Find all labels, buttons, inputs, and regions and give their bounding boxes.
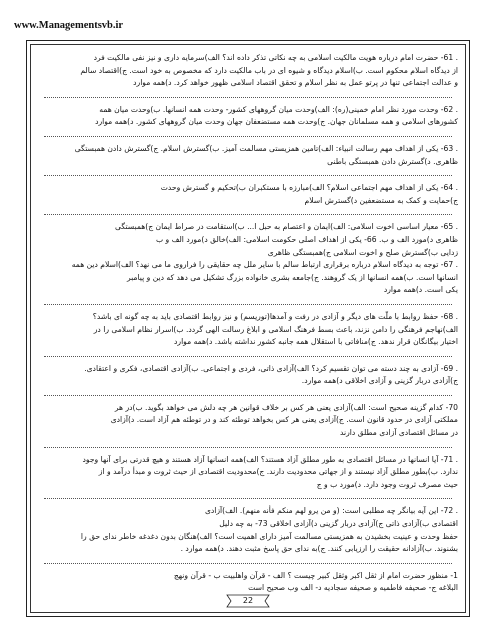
question-item (38, 104, 458, 129)
question-line: زدایی ب)گسترش صلح و اخوت اسلامی ج)همبستگی ظاهری (267, 247, 458, 257)
question-item (38, 143, 458, 168)
question-line: الف)نهاجم فرهنگی را دامن نزند، باعث بسط فرهنگ اسلامی و ابلاغ رسالت الهی گردد. ب)اسرار نظام اسلامی را در (93, 324, 458, 334)
question-line: ج)حمایت و کمک به مستضعفین د)گسترش اسلام (304, 195, 458, 205)
question-line: . 63- یکی از اهداف مهم رسالت انبیاء: الف)تامین همزیستی مسالمت آمیز. ب)گسترش اسلام. ج)گسترش دادن همبستگی (74, 143, 458, 153)
question-line: بشنوند. ب)آزادانه حقیقت را ارزیابی کنند. ج)به ندای حق پاسخ مثبت دهند. د)همه موارد . (180, 544, 458, 554)
question-line: مملکتی آزادی در حدود قانون است. ج)آزادی یعنی هر کس بخواهد توطئه کند و در توطئه هم آزاد است. د)آزادی (110, 415, 458, 425)
dotted-separator (44, 447, 452, 448)
dotted-separator (44, 97, 452, 98)
question-line: ندارد. ب)بطور مطلق آزاد نیستند و از جهاتی محدودیت دارند. ج)محدودیت اقتصادی از حیث ثروت و مبدأ درآمد و از (98, 467, 458, 477)
dotted-separator (44, 563, 452, 564)
question-item (38, 402, 458, 440)
dotted-separator (44, 395, 452, 396)
question-item (38, 52, 458, 90)
question-line: البلاغه ج- صحیفه فاطمیه و صحیفه سجادیه د- الف وب صحیح است (248, 583, 458, 593)
question-line: در مسائل اقتصادی آزادی مطلق دارند (339, 428, 458, 438)
question-line: . 71- آیا انسانها در مسائل اقتصادی به طور مطلق آزاد هستند؟ الف)همه انسانها آزاد هستند و هیچ قدرتی برای آنها وجود (82, 454, 458, 464)
page-number: 22 (242, 596, 254, 605)
question-item (38, 221, 458, 297)
question-line: ظاهری د)مورد الف و ب. 66- یکی از اهداف اصلی حکومت اسلامی: الف)خالق د)مورد الف و ب (155, 234, 458, 244)
dotted-separator (44, 136, 452, 137)
question-line: . 61- حضرت امام درباره هویت مالکیت اسلامی به چه نکاتی تذکر داده اند؟ الف)سرمایه داری و نیز نفی مالکیت فرد (93, 53, 458, 62)
question-line: حفظ وحدت و عینیت بخشیدن به همزیستی مسالمت آمیز دارای اهمیت است؟ الف)هنگان بدون دغدغه خاطر ندای حق را (80, 531, 458, 541)
question-line: 1- منظور حضرت امام از ثقل اکبر وثقل کبیر چیست ؟ الف - قرآن واهلبیت ب - قرآن ونهج (173, 570, 458, 580)
question-line: . 69- آزادی به چند دسته می توان تقسیم کرد؟ الف)آزادی ذاتی، فردی و اجتماعی. ب)آزادی اقتصادی، فکری و اعتقادی. (84, 363, 458, 373)
question-list (38, 52, 458, 593)
dotted-separator (44, 356, 452, 357)
dotted-separator (44, 304, 452, 305)
dotted-separator (44, 214, 452, 215)
site-url: www.Managementsvb.ir (14, 20, 124, 31)
question-item (38, 182, 458, 207)
question-line: ظاهری. د)گسترش دادن همبستگی باطنی (327, 156, 458, 166)
dotted-separator (44, 175, 452, 176)
question-line: و عدالت اجتماعی تنها در پرتو عمل به نظر اسلام و تحقق اقتصاد اسلامی ظهور خواهد کرد. د)همه موارد (133, 78, 458, 88)
question-item (38, 311, 458, 349)
question-line: . 65- معیار اساسی اخوت اسلامی: الف)ایمان و اعتصام به حبل ا... ب)استقامت در صراط ایمان ج)همبستگی (114, 222, 458, 232)
page-number-banner (226, 594, 270, 608)
question-line: . 68- حفظ روابط با ملّت های دیگر و آزادی در رفت و آمدها(توریسم) و نیز روابط اقتصادی باید به چه گونه ای باشد؟ (92, 311, 458, 321)
dotted-separator (44, 498, 452, 499)
question-line: از دیدگاه اسلام محکوم است. ب)اسلام دیدگاه و شیوه ای در باب مالکیت دارد که مخصوص به خود است. ج)اقتصاد سالم (80, 65, 458, 75)
question-item (38, 570, 458, 595)
question-line: اختیار بیگانگان قرار ندهد. ج)منافاتی با استقلال همه جانبه کشور نداشته باشد. د)همه موارد (174, 337, 458, 347)
question-item (38, 505, 458, 555)
question-item (38, 454, 458, 492)
question-line: . 72- این آیه بیانگر چه مطلبی است: (و من یرو لهم منکم فأنه منهم). الف)آزادی (204, 506, 458, 516)
question-line: . 64- یکی از اهداف مهم اجتماعی اسلام؟ الف)مبارزه با مستکبران ب)تحکیم و گسترش وحدت (160, 183, 458, 193)
question-line: ج)آزادی دربار گزینی و آزادی اخلاقی د)همه موارد. (301, 376, 458, 386)
question-line: . 62- وحدت مورد نظر امام خمینی(ره): الف)وحدت میان گروههای کشور- وحدت همه انسانها. ب)وحدت میان همه (99, 104, 458, 114)
question-line: حیث مصرف ثروت وجود دارد. د)مورد ب و ج (316, 479, 458, 489)
question-line: کشورهای اسلامی و همه مسلمانان جهان. ج)وحدت همه مستضعفان جهان وحدت میان گروههای کشور. د)همه موارد (95, 117, 458, 127)
question-line: انسانها است. ب)همه انسانها از یک گروهند. ج)جامعه بشری خانواده بزرگ تشکیل می دهد که دین و پیامبر (126, 272, 458, 282)
question-line: 70- کدام گزینه صحیح است: الف)آزادی یعنی هر کس بر خلاف قوانین هر چه دلش می خواهد بگوید. ب)در هر (114, 402, 458, 412)
question-line: . 67- توجه به دیدگاه اسلام درباره برقراری ارتباط سالم با سایر ملل چه حقایقی را فراروی ما می نهد؟ الف)اسلام دین همه (71, 260, 458, 270)
question-line: اقتصادی ب)آزادی ذاتی ج)آزادی دربار گزینی د)آزادی اخلاقی 73- به چه دلیل (219, 519, 458, 529)
question-line: یکی است. د)همه موارد (383, 285, 458, 295)
question-item (38, 363, 458, 388)
